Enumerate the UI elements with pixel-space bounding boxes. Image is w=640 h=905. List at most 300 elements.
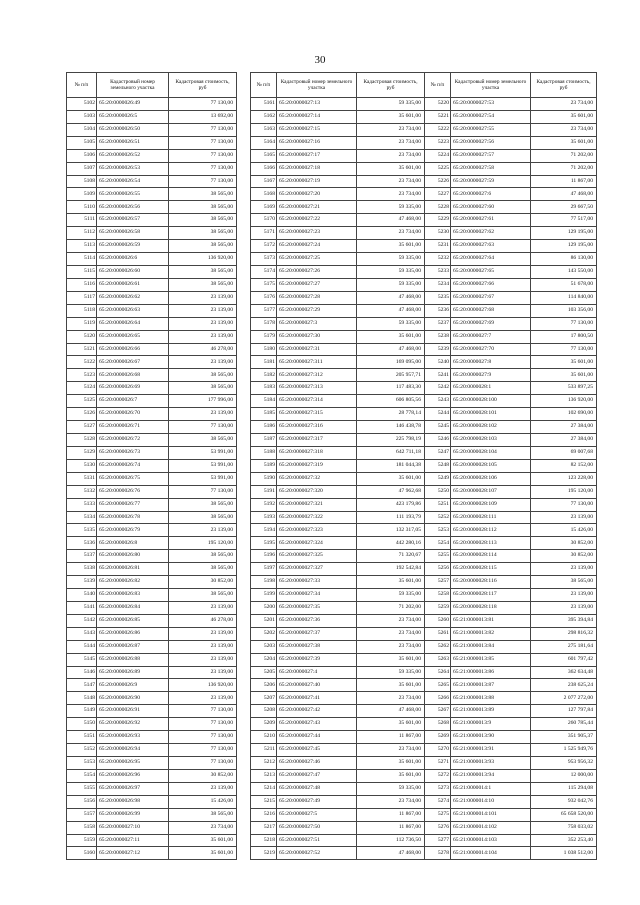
table-row [425,511,597,524]
cadastral-value: 35 601,00 [357,110,425,123]
table-row [67,795,237,808]
table-row [425,214,597,227]
cadastral-value: 11 867,00 [357,808,425,821]
table-row [251,679,425,692]
cadastral-number: 65:20:0000026:87 [97,640,169,653]
cadastral-number: 65:21:0000014:10 [451,795,531,808]
cadastral-number: 65:20:0000028:101 [451,408,531,421]
cadastral-number: 65:20:0000026:93 [97,731,169,744]
cadastral-number: 65:20:0000027:69 [451,317,531,330]
cadastral-value: 38 565,00 [169,808,237,821]
table-row [251,188,425,201]
row-number: 5107 [67,162,97,175]
row-number: 5209 [251,718,277,731]
row-number: 5142 [67,614,97,627]
cadastral-number: 65:20:0000027:48 [277,782,357,795]
table-row [251,278,425,291]
cadastral-number: 65:21:0000014:102 [451,821,531,834]
cadastral-value: 23 139,00 [169,653,237,666]
row-number: 5173 [251,253,277,266]
cadastral-value: 77 130,00 [169,98,237,111]
cadastral-number: 65:20:0000027:16 [277,136,357,149]
table-row [425,304,597,317]
table-row [425,459,597,472]
cadastral-value: 38 565,00 [169,188,237,201]
cadastral-value: 298 816,32 [531,627,597,640]
row-number: 5213 [251,769,277,782]
cadastral-value: 77 130,00 [169,162,237,175]
cadastral-number: 65:20:0000027:67 [451,291,531,304]
cadastral-number: 65:20:0000028:112 [451,524,531,537]
row-number: 5143 [67,627,97,640]
cadastral-value: 77 130,00 [169,175,237,188]
table-row [251,149,425,162]
row-number: 5195 [251,537,277,550]
cadastral-table-1 [66,72,237,860]
cadastral-value: 77 130,00 [169,731,237,744]
cadastral-value: 35 601,00 [357,653,425,666]
table-row [67,485,237,498]
row-number: 5217 [251,821,277,834]
table-row [251,136,425,149]
row-number: 5165 [251,149,277,162]
cadastral-value: 642 711,18 [357,446,425,459]
table-row [67,653,237,666]
cadastral-value: 28 778,14 [357,408,425,421]
table-row [251,227,425,240]
row-number: 5152 [67,744,97,757]
table-row [67,240,237,253]
header-cadastral-value: Кадастровая стоимость, руб [357,73,425,98]
row-number: 5255 [425,550,451,563]
cadastral-number: 65:20:0000027:46 [277,757,357,770]
row-number: 5252 [425,511,451,524]
table-row [425,369,597,382]
cadastral-number: 65:20:0000026:86 [97,627,169,640]
page-number: 30 [314,54,326,66]
table-row [67,162,237,175]
table-row [425,240,597,253]
row-number: 5224 [425,149,451,162]
table-row [251,265,425,278]
cadastral-number: 65:20:0000027:22 [277,214,357,227]
table-row [251,589,425,602]
cadastral-number: 65:20:0000026:79 [97,524,169,537]
cadastral-value: 77 130,00 [169,705,237,718]
row-number: 5162 [251,110,277,123]
cadastral-value: 23 734,00 [357,175,425,188]
cadastral-number: 65:20:0000027:324 [277,537,357,550]
table-row [425,343,597,356]
cadastral-number: 65:21:0000013:91 [451,744,531,757]
cadastral-value: 758 033,02 [531,821,597,834]
row-number: 5178 [251,317,277,330]
row-number: 5199 [251,589,277,602]
cadastral-value: 238 625,24 [531,679,597,692]
row-number: 5128 [67,433,97,446]
cadastral-number: 65:20:0000026:82 [97,576,169,589]
cadastral-number: 65:20:0000026:72 [97,433,169,446]
table-row [67,227,237,240]
cadastral-number: 65:20:0000026:99 [97,808,169,821]
table-row [425,744,597,757]
table-row [67,537,237,550]
table-row [251,162,425,175]
cadastral-number: 65:20:0000027:57 [451,149,531,162]
cadastral-value: 47 468,00 [531,188,597,201]
row-number: 5227 [425,188,451,201]
cadastral-value: 38 565,00 [169,227,237,240]
cadastral-value: 23 734,00 [357,149,425,162]
row-number: 5148 [67,692,97,705]
cadastral-value: 23 139,00 [531,563,597,576]
cadastral-value: 351 905,37 [531,731,597,744]
cadastral-value: 601 797,42 [531,653,597,666]
table-row [251,705,425,718]
table-row [251,834,425,847]
row-number: 5163 [251,123,277,136]
row-number: 5272 [425,769,451,782]
row-number: 5167 [251,175,277,188]
row-number: 5116 [67,278,97,291]
cadastral-number: 65:20:0000027:13 [277,98,357,111]
table-row [251,511,425,524]
table-row [425,485,597,498]
table-row [251,459,425,472]
cadastral-number: 65:20:0000027:23 [277,227,357,240]
cadastral-value: 77 130,00 [169,136,237,149]
row-number: 5253 [425,524,451,537]
row-number: 5211 [251,744,277,757]
row-number: 5151 [67,731,97,744]
table-row [251,537,425,550]
cadastral-number: 65:21:0000013:93 [451,757,531,770]
cadastral-number: 65:20:0000026:73 [97,446,169,459]
cadastral-value: 59 335,00 [357,317,425,330]
table-row [67,524,237,537]
row-number: 5186 [251,421,277,434]
table-row [251,782,425,795]
table-row [251,563,425,576]
cadastral-value: 35 601,00 [357,472,425,485]
table-row [425,278,597,291]
row-number: 5182 [251,369,277,382]
cadastral-number: 65:20:0000026:5 [97,110,169,123]
row-number: 5153 [67,757,97,770]
cadastral-number: 65:21:0000013:81 [451,614,531,627]
cadastral-value: 38 565,00 [169,214,237,227]
cadastral-value: 71 202,00 [531,149,597,162]
cadastral-value: 181 044,38 [357,459,425,472]
row-number: 5202 [251,627,277,640]
row-number: 5160 [67,847,97,860]
row-number: 5119 [67,317,97,330]
row-number: 5136 [67,537,97,550]
cadastral-value: 23 139,00 [169,317,237,330]
table-row [425,265,597,278]
cadastral-value: 59 335,00 [357,98,425,111]
cadastral-value: 38 565,00 [169,278,237,291]
table-row [251,395,425,408]
cadastral-value: 47 468,00 [357,214,425,227]
row-number: 5146 [67,666,97,679]
cadastral-value: 23 734,00 [357,188,425,201]
table-row [425,149,597,162]
cadastral-value: 30 852,00 [531,537,597,550]
row-number: 5225 [425,162,451,175]
row-number: 5233 [425,265,451,278]
table-row [425,589,597,602]
cadastral-value: 15 426,00 [169,795,237,808]
table-row [425,847,597,860]
table-row [251,201,425,214]
cadastral-number: 65:20:0000027:63 [451,240,531,253]
cadastral-value: 35 601,00 [357,679,425,692]
header-num: № п/п [67,73,97,98]
cadastral-value: 38 565,00 [531,576,597,589]
cadastral-number: 65:20:0000027:64 [451,253,531,266]
row-number: 5179 [251,330,277,343]
cadastral-value: 38 565,00 [169,369,237,382]
row-number: 5177 [251,304,277,317]
row-number: 5239 [425,343,451,356]
cadastral-value: 132 317,05 [357,524,425,537]
table-row [425,421,597,434]
table-row [67,744,237,757]
cadastral-number: 65:20:0000027:312 [277,369,357,382]
row-number: 5127 [67,421,97,434]
cadastral-number: 65:20:0000026:8 [97,537,169,550]
cadastral-value: 17 800,50 [531,330,597,343]
cadastral-value: 23 734,00 [531,123,597,136]
cadastral-value: 114 840,00 [531,291,597,304]
cadastral-number: 65:20:0000026:81 [97,563,169,576]
row-number: 5222 [425,123,451,136]
row-number: 5113 [67,240,97,253]
table-row [251,472,425,485]
cadastral-value: 23 139,00 [531,589,597,602]
cadastral-number: 65:20:0000027:26 [277,265,357,278]
cadastral-number: 65:20:0000027:25 [277,253,357,266]
cadastral-value: 103 356,00 [531,304,597,317]
table-row [425,498,597,511]
row-number: 5257 [425,576,451,589]
table-row [67,136,237,149]
cadastral-number: 65:20:0000028:115 [451,563,531,576]
cadastral-number: 65:20:0000027:317 [277,433,357,446]
row-number: 5105 [67,136,97,149]
row-number: 5261 [425,627,451,640]
row-number: 5268 [425,718,451,731]
cadastral-number: 65:20:0000026:49 [97,98,169,111]
cadastral-number: 65:20:0000028:102 [451,421,531,434]
cadastral-number: 65:20:0000027:35 [277,601,357,614]
cadastral-value: 35 601,00 [357,718,425,731]
row-number: 5256 [425,563,451,576]
cadastral-value: 23 139,00 [169,408,237,421]
table-row [67,278,237,291]
cadastral-number: 65:20:0000027:58 [451,162,531,175]
row-number: 5263 [425,653,451,666]
row-number: 5207 [251,692,277,705]
table-row [251,498,425,511]
cadastral-value: 23 139,00 [531,511,597,524]
cadastral-number: 65:20:0000027:11 [97,834,169,847]
cadastral-value: 77 130,00 [169,149,237,162]
row-number: 5172 [251,240,277,253]
cadastral-number: 65:20:0000028:106 [451,472,531,485]
cadastral-number: 65:20:0000026:69 [97,382,169,395]
cadastral-number: 65:20:0000026:54 [97,175,169,188]
cadastral-value: 23 139,00 [169,291,237,304]
cadastral-number: 65:20:0000026:77 [97,498,169,511]
row-number: 5185 [251,408,277,421]
cadastral-number: 65:20:0000027:49 [277,795,357,808]
cadastral-value: 38 565,00 [169,201,237,214]
cadastral-number: 65:20:0000026:57 [97,214,169,227]
cadastral-number: 65:20:0000026:62 [97,291,169,304]
table-row [67,589,237,602]
cadastral-value: 35 601,00 [357,330,425,343]
row-number: 5106 [67,149,97,162]
cadastral-number: 65:20:0000026:71 [97,421,169,434]
cadastral-value: 59 335,00 [357,265,425,278]
cadastral-number: 65:20:0000027:62 [451,227,531,240]
table-row [251,98,425,111]
table-row [251,304,425,317]
row-number: 5240 [425,356,451,369]
table-row [251,653,425,666]
table-row [425,640,597,653]
cadastral-value: 35 601,00 [357,240,425,253]
row-number: 5229 [425,214,451,227]
row-number: 5243 [425,395,451,408]
table-row [251,576,425,589]
cadastral-value: 77 130,00 [169,757,237,770]
cadastral-value: 30 852,00 [531,550,597,563]
table-row [67,614,237,627]
table-row [425,330,597,343]
table-body [425,98,597,860]
row-number: 5141 [67,601,97,614]
cadastral-value: 23 734,00 [357,795,425,808]
cadastral-number: 65:20:0000027:24 [277,240,357,253]
row-number: 5174 [251,265,277,278]
table-row [425,576,597,589]
cadastral-number: 65:20:0000026:94 [97,744,169,757]
row-number: 5181 [251,356,277,369]
row-number: 5133 [67,498,97,511]
cadastral-value: 27 384,00 [531,433,597,446]
cadastral-value: 23 734,00 [357,614,425,627]
cadastral-number: 65:20:0000027:43 [277,718,357,731]
cadastral-number: 65:20:0000027:21 [277,201,357,214]
cadastral-number: 65:20:0000027:51 [277,834,357,847]
cadastral-number: 65:20:0000026:50 [97,123,169,136]
table-row [425,408,597,421]
cadastral-number: 65:21:0000013:82 [451,627,531,640]
table-row [67,640,237,653]
cadastral-number: 65:20:0000026:78 [97,511,169,524]
cadastral-number: 65:20:0000026:61 [97,278,169,291]
cadastral-value: 77 130,00 [531,498,597,511]
cadastral-value: 195 120,00 [169,537,237,550]
cadastral-value: 35 601,00 [357,162,425,175]
header-cadastral-value: Кадастровая стоимость, руб [169,73,237,98]
row-number: 5120 [67,330,97,343]
cadastral-number: 65:20:0000026:68 [97,369,169,382]
cadastral-value: 35 601,00 [357,769,425,782]
cadastral-number: 65:20:0000028:107 [451,485,531,498]
table-row [251,253,425,266]
cadastral-number: 65:20:0000027:8 [451,356,531,369]
row-number: 5102 [67,98,97,111]
cadastral-value: 35 601,00 [531,369,597,382]
table-row [425,136,597,149]
row-number: 5215 [251,795,277,808]
cadastral-number: 65:21:0000013:85 [451,653,531,666]
cadastral-number: 65:20:0000027:36 [277,614,357,627]
table-row [251,343,425,356]
table-row [251,666,425,679]
table-row [67,265,237,278]
table-row [251,731,425,744]
cadastral-number: 65:20:0000026:6 [97,253,169,266]
cadastral-value: 65 658 520,00 [531,808,597,821]
cadastral-number: 65:20:0000027:39 [277,653,357,666]
cadastral-value: 146 438,78 [357,421,425,434]
table-row [67,98,237,111]
row-number: 5168 [251,188,277,201]
table-row [425,653,597,666]
table-row [425,795,597,808]
row-number: 5140 [67,589,97,602]
row-number: 5262 [425,640,451,653]
cadastral-number: 65:20:0000028:104 [451,446,531,459]
row-number: 5216 [251,808,277,821]
header-cadastral-number: Кадастровый номер земельного участка [277,73,357,98]
row-number: 5144 [67,640,97,653]
cadastral-number: 65:20:0000026:74 [97,459,169,472]
table-body [67,98,237,860]
table-row [251,757,425,770]
row-number: 5258 [425,589,451,602]
cadastral-value: 46 278,00 [169,614,237,627]
cadastral-number: 65:20:0000027:20 [277,188,357,201]
cadastral-value: 35 601,00 [169,847,237,860]
cadastral-value: 225 798,19 [357,433,425,446]
cadastral-value: 38 565,00 [169,382,237,395]
cadastral-number: 65:20:0000027:37 [277,627,357,640]
cadastral-number: 65:20:0000027:18 [277,162,357,175]
table-row [67,821,237,834]
row-number: 5126 [67,408,97,421]
row-number: 5197 [251,563,277,576]
row-number: 5200 [251,601,277,614]
row-number: 5112 [67,227,97,240]
table-row [425,614,597,627]
cadastral-value: 46 278,00 [169,343,237,356]
table-row [251,382,425,395]
table-row [425,821,597,834]
cadastral-value: 38 565,00 [169,240,237,253]
header-cadastral-number: Кадастровый номер земельного участка [451,73,531,98]
cadastral-number: 65:20:0000027:30 [277,330,357,343]
cadastral-value: 136 920,00 [169,679,237,692]
cadastral-table-3 [424,72,597,860]
cadastral-value: 932 042,76 [531,795,597,808]
cadastral-number: 65:20:0000026:84 [97,601,169,614]
